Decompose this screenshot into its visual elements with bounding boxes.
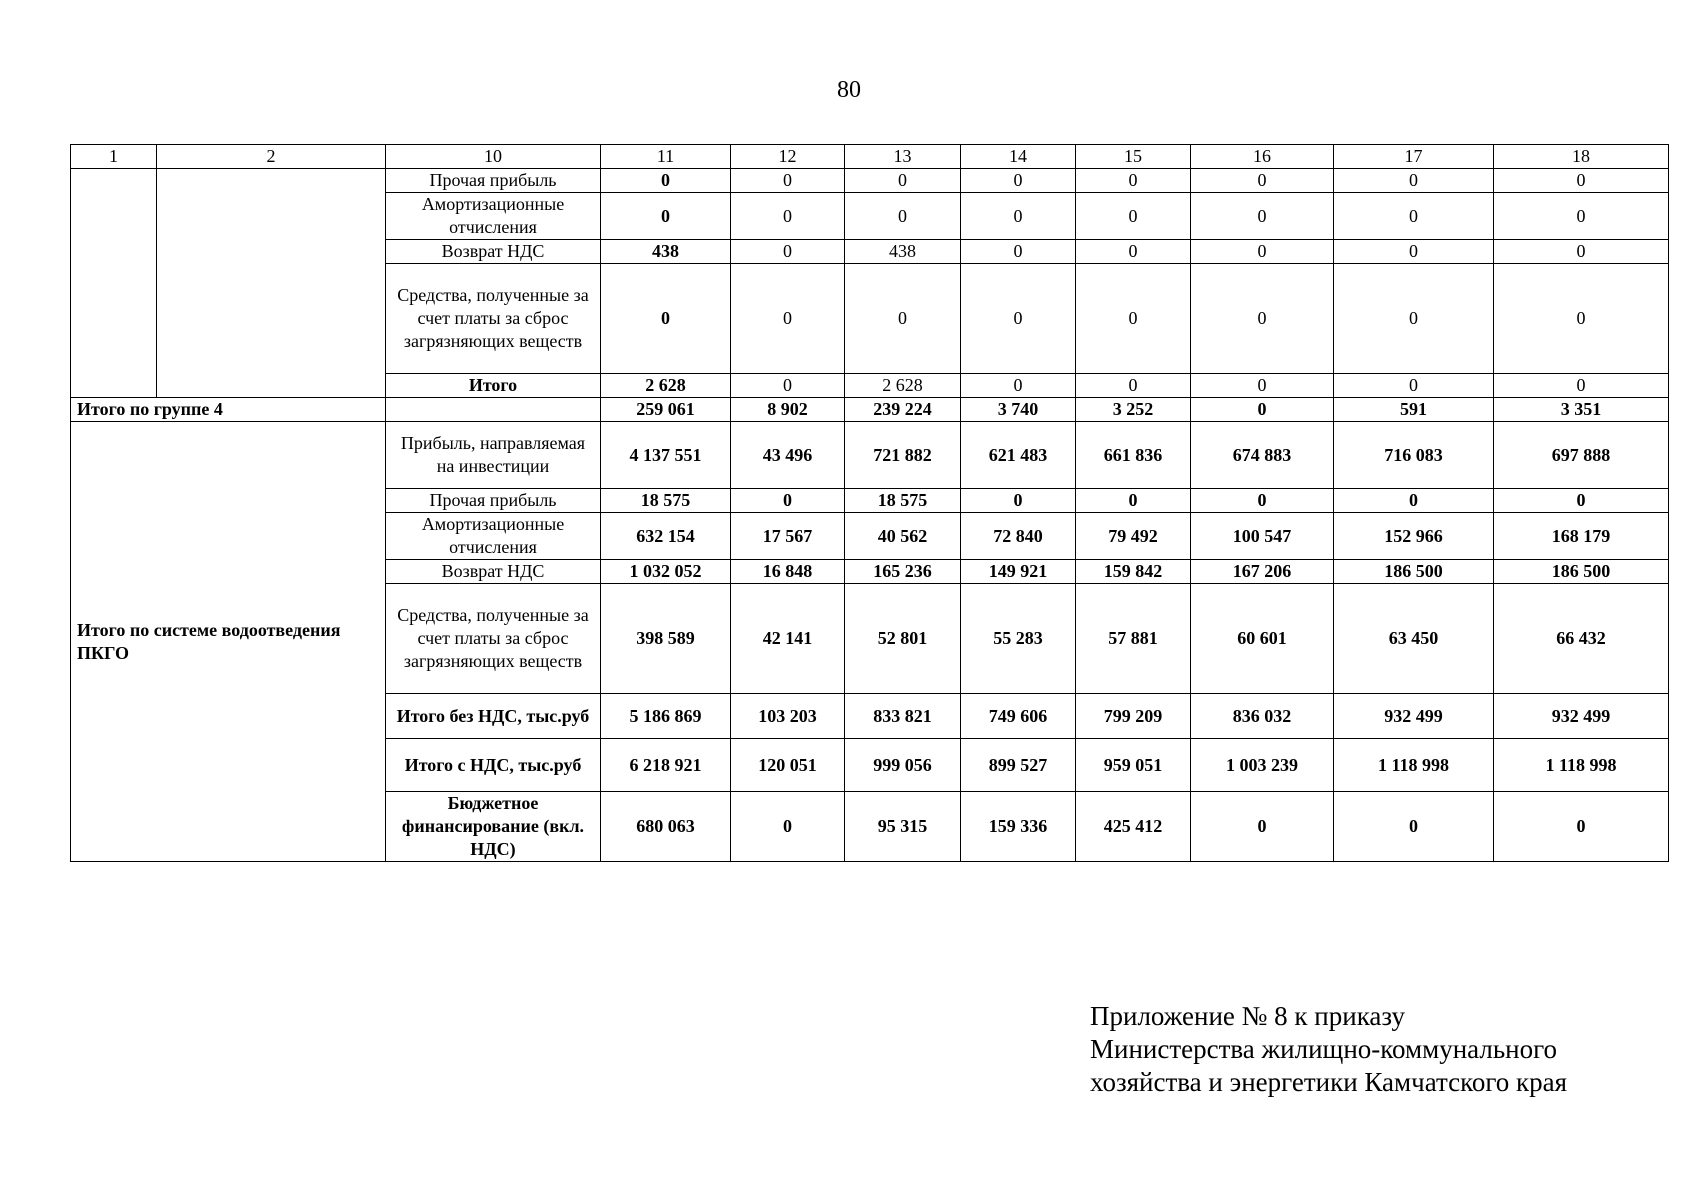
value-cell: 165 236 (845, 560, 961, 584)
page-number: 80 (837, 77, 861, 103)
value-cell: 120 051 (731, 739, 845, 792)
value-cell: 749 606 (961, 694, 1076, 739)
group-total-label: Итого по группе 4 (71, 398, 386, 422)
value-cell: 0 (961, 169, 1076, 193)
appendix-note-line: хозяйства и энергетики Камчатского края (1090, 1067, 1568, 1097)
value-cell: 0 (731, 374, 845, 398)
value-cell: 0 (961, 264, 1076, 374)
value-cell: 721 882 (845, 422, 961, 489)
header-cell: 18 (1494, 145, 1669, 169)
value-cell: 0 (845, 264, 961, 374)
value-cell: 0 (601, 193, 731, 240)
value-cell: 0 (1076, 193, 1191, 240)
value-cell: 0 (1076, 169, 1191, 193)
row-label: Средства, полученные за счет платы за сброс загрязняющих веществ (386, 584, 601, 694)
value-cell: 0 (1191, 792, 1334, 862)
value-cell: 3 740 (961, 398, 1076, 422)
value-cell: 0 (601, 169, 731, 193)
value-cell: 0 (1334, 169, 1494, 193)
value-cell: 0 (961, 489, 1076, 513)
budget-table (70, 144, 1669, 862)
value-cell: 100 547 (1191, 513, 1334, 560)
value-cell: 0 (845, 169, 961, 193)
value-cell: 799 209 (1076, 694, 1191, 739)
value-cell: 0 (1076, 489, 1191, 513)
value-cell: 168 179 (1494, 513, 1669, 560)
value-cell: 4 137 551 (601, 422, 731, 489)
value-cell: 159 336 (961, 792, 1076, 862)
value-cell: 0 (961, 374, 1076, 398)
value-cell: 18 575 (845, 489, 961, 513)
row-label: Прочая прибыль (386, 489, 601, 513)
value-cell: 0 (1494, 264, 1669, 374)
table-row (71, 422, 1669, 489)
value-cell: 18 575 (601, 489, 731, 513)
value-cell: 6 218 921 (601, 739, 731, 792)
appendix-note-line: Министерства жилищно-коммунального (1090, 1034, 1558, 1064)
value-cell: 1 032 052 (601, 560, 731, 584)
value-cell: 259 061 (601, 398, 731, 422)
row-label: Возврат НДС (386, 240, 601, 264)
header-cell: 10 (386, 145, 601, 169)
value-cell: 0 (961, 240, 1076, 264)
value-cell: 43 496 (731, 422, 845, 489)
value-cell: 0 (1191, 193, 1334, 240)
header-cell: 14 (961, 145, 1076, 169)
appendix-note (1090, 1000, 1567, 1099)
blank-cell (386, 398, 601, 422)
value-cell: 0 (1191, 240, 1334, 264)
value-cell: 42 141 (731, 584, 845, 694)
value-cell: 186 500 (1334, 560, 1494, 584)
value-cell: 959 051 (1076, 739, 1191, 792)
value-cell: 2 628 (845, 374, 961, 398)
value-cell: 833 821 (845, 694, 961, 739)
value-cell: 999 056 (845, 739, 961, 792)
value-cell: 0 (1191, 169, 1334, 193)
value-cell: 3 351 (1494, 398, 1669, 422)
value-cell: 8 902 (731, 398, 845, 422)
header-cell: 13 (845, 145, 961, 169)
value-cell: 0 (731, 240, 845, 264)
value-cell: 5 186 869 (601, 694, 731, 739)
value-cell: 661 836 (1076, 422, 1191, 489)
value-cell: 398 589 (601, 584, 731, 694)
value-cell: 0 (731, 264, 845, 374)
value-cell: 167 206 (1191, 560, 1334, 584)
header-cell: 15 (1076, 145, 1191, 169)
value-cell: 16 848 (731, 560, 845, 584)
value-cell: 0 (1076, 374, 1191, 398)
value-cell: 697 888 (1494, 422, 1669, 489)
value-cell: 0 (1076, 240, 1191, 264)
value-cell: 2 628 (601, 374, 731, 398)
value-cell: 674 883 (1191, 422, 1334, 489)
value-cell: 0 (1494, 240, 1669, 264)
value-cell: 3 252 (1076, 398, 1191, 422)
value-cell: 0 (731, 792, 845, 862)
value-cell: 149 921 (961, 560, 1076, 584)
value-cell: 0 (1494, 792, 1669, 862)
value-cell: 0 (1191, 374, 1334, 398)
value-cell: 632 154 (601, 513, 731, 560)
value-cell: 1 118 998 (1494, 739, 1669, 792)
row-label: Итого без НДС, тыс.руб (386, 694, 601, 739)
value-cell: 17 567 (731, 513, 845, 560)
value-cell: 932 499 (1494, 694, 1669, 739)
value-cell: 438 (601, 240, 731, 264)
value-cell: 152 966 (1334, 513, 1494, 560)
value-cell: 239 224 (845, 398, 961, 422)
row-label: Итого с НДС, тыс.руб (386, 739, 601, 792)
value-cell: 680 063 (601, 792, 731, 862)
header-cell: 12 (731, 145, 845, 169)
header-cell: 17 (1334, 145, 1494, 169)
blank-cell-col1 (71, 169, 157, 398)
row-label: Амортизационные отчисления (386, 513, 601, 560)
value-cell: 72 840 (961, 513, 1076, 560)
value-cell: 1 003 239 (1191, 739, 1334, 792)
value-cell: 899 527 (961, 739, 1076, 792)
row-label: Бюджетное финансирование (вкл. НДС) (386, 792, 601, 862)
value-cell: 186 500 (1494, 560, 1669, 584)
value-cell: 103 203 (731, 694, 845, 739)
value-cell: 95 315 (845, 792, 961, 862)
row-label: Возврат НДС (386, 560, 601, 584)
value-cell: 0 (845, 193, 961, 240)
value-cell: 0 (1494, 169, 1669, 193)
value-cell: 0 (731, 169, 845, 193)
value-cell: 0 (1191, 398, 1334, 422)
value-cell: 0 (601, 264, 731, 374)
value-cell: 932 499 (1334, 694, 1494, 739)
value-cell: 79 492 (1076, 513, 1191, 560)
value-cell: 40 562 (845, 513, 961, 560)
value-cell: 1 118 998 (1334, 739, 1494, 792)
value-cell: 0 (731, 489, 845, 513)
value-cell: 716 083 (1334, 422, 1494, 489)
value-cell: 0 (1191, 489, 1334, 513)
group-total-row (71, 398, 1669, 422)
value-cell: 0 (1494, 489, 1669, 513)
system-total-label: Итого по системе водоотведения ПКГО (71, 422, 386, 862)
value-cell: 0 (1334, 792, 1494, 862)
value-cell: 0 (1334, 193, 1494, 240)
row-label: Прибыль, направляемая на инвестиции (386, 422, 601, 489)
row-label: Итого (386, 374, 601, 398)
appendix-note-line: Приложение № 8 к приказу (1090, 1001, 1405, 1031)
value-cell: 52 801 (845, 584, 961, 694)
header-cell: 16 (1191, 145, 1334, 169)
header-cell: 11 (601, 145, 731, 169)
blank-cell-col2 (157, 169, 386, 398)
value-cell: 621 483 (961, 422, 1076, 489)
row-label: Прочая прибыль (386, 169, 601, 193)
value-cell: 55 283 (961, 584, 1076, 694)
row-label: Амортизационные отчисления (386, 193, 601, 240)
value-cell: 60 601 (1191, 584, 1334, 694)
value-cell: 438 (845, 240, 961, 264)
header-cell: 1 (71, 145, 157, 169)
header-row (71, 145, 1669, 169)
value-cell: 0 (1076, 264, 1191, 374)
value-cell: 836 032 (1191, 694, 1334, 739)
value-cell: 66 432 (1494, 584, 1669, 694)
value-cell: 0 (1191, 264, 1334, 374)
table-row (71, 169, 1669, 193)
value-cell: 425 412 (1076, 792, 1191, 862)
value-cell: 159 842 (1076, 560, 1191, 584)
value-cell: 0 (1334, 264, 1494, 374)
value-cell: 0 (961, 193, 1076, 240)
value-cell: 0 (1334, 240, 1494, 264)
value-cell: 63 450 (1334, 584, 1494, 694)
header-cell: 2 (157, 145, 386, 169)
value-cell: 0 (1334, 489, 1494, 513)
value-cell: 591 (1334, 398, 1494, 422)
value-cell: 0 (1494, 193, 1669, 240)
value-cell: 57 881 (1076, 584, 1191, 694)
value-cell: 0 (1334, 374, 1494, 398)
value-cell: 0 (1494, 374, 1669, 398)
row-label: Средства, полученные за счет платы за сброс загрязняющих веществ (386, 264, 601, 374)
value-cell: 0 (731, 193, 845, 240)
